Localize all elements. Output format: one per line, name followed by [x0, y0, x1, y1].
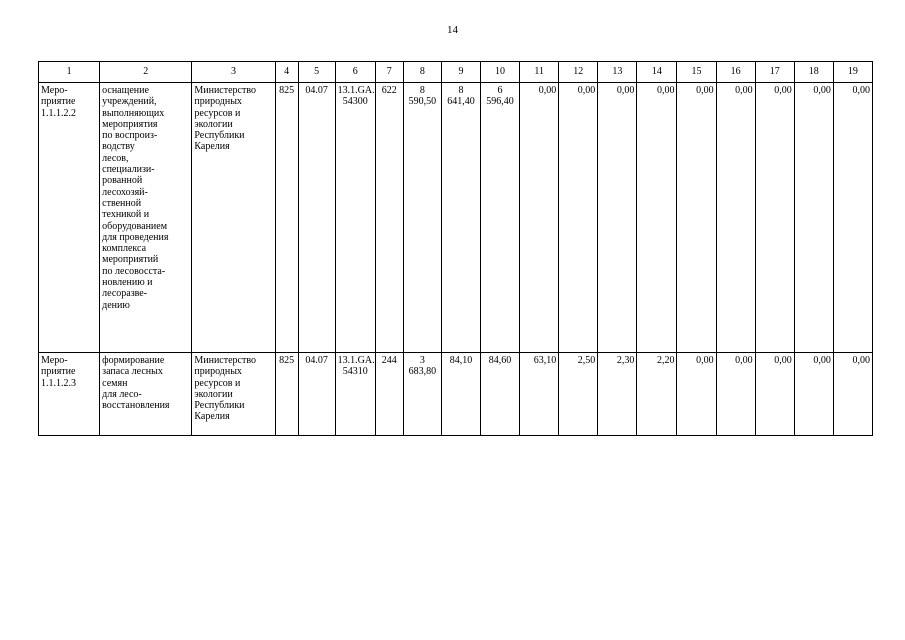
table-cell: 0,00: [794, 353, 833, 436]
table-cell: 0,00: [559, 83, 598, 353]
cell-text: техникой и: [102, 209, 150, 221]
table-cell: 0,00: [716, 83, 755, 353]
table-cell: [481, 353, 520, 436]
activity-code-cell: [39, 83, 100, 353]
cell-text: 6: [497, 85, 503, 96]
header-cell-18: 18: [794, 62, 833, 83]
cell-text: 54310: [342, 366, 368, 378]
cell-text: 84,10: [449, 355, 473, 366]
cell-text: рованной: [102, 175, 143, 187]
header-cell-19: 19: [833, 62, 872, 83]
table-cell: 0,00: [677, 353, 716, 436]
cell-text: экологии: [194, 118, 233, 130]
cell-text: специализи-: [102, 164, 155, 176]
table-cell: 0,00: [677, 83, 716, 353]
header-cell-8: 8: [403, 62, 441, 83]
cell-text: 683,80: [408, 366, 437, 378]
cell-text: Карелия: [194, 411, 230, 423]
table-cell: 2,30: [598, 353, 637, 436]
table-cell: 04.07: [298, 83, 335, 353]
table-cell: 0,00: [833, 353, 872, 436]
cell-text: оборудованием: [102, 220, 168, 232]
header-cell-16: 16: [716, 62, 755, 83]
cell-text: 1.1.1.2.3: [41, 377, 76, 389]
cell-text: лесохозяй-: [102, 186, 148, 198]
cell-text: семян: [102, 377, 128, 389]
cell-text: для лесо-: [102, 388, 142, 400]
cell-text: 1.1.1.2.2: [41, 107, 76, 119]
table-cell: 04.07: [298, 353, 335, 436]
budget-table: [38, 61, 873, 436]
cell-text: Республики: [194, 400, 245, 412]
table-cell: [441, 83, 480, 353]
cell-text: комплекса: [102, 243, 147, 255]
cell-text: 84,60: [488, 355, 512, 366]
cell-text: 596,40: [486, 96, 514, 108]
header-cell-4: 4: [275, 62, 298, 83]
table-cell: 825: [275, 353, 298, 436]
table-cell: 2,50: [559, 353, 598, 436]
table-cell: 0,00: [637, 83, 677, 353]
cell-text: 13.1.GA.: [337, 355, 375, 366]
cell-text: приятие: [41, 366, 76, 378]
table-cell: [481, 83, 520, 353]
cell-text: природных: [194, 96, 242, 108]
table-cell: 0,00: [755, 83, 794, 353]
table-cell: 622: [375, 83, 403, 353]
table-cell: [403, 83, 441, 353]
table-cell: 0,00: [716, 353, 755, 436]
cell-text: восстановления: [102, 400, 170, 412]
header-cell-1: 1: [39, 62, 100, 83]
cell-text: мероприятия: [102, 118, 158, 130]
header-cell-2: 2: [100, 62, 192, 83]
cell-text: лесов,: [102, 152, 129, 164]
table-cell: [441, 353, 480, 436]
table-cell: [403, 353, 441, 436]
cell-text: лесоразве-: [102, 288, 148, 300]
cell-text: новлению и: [102, 277, 153, 289]
header-cell-9: 9: [441, 62, 480, 83]
header-cell-14: 14: [637, 62, 677, 83]
header-cell-10: 10: [481, 62, 520, 83]
table-cell: [335, 353, 375, 436]
responsible-body-cell: [192, 83, 275, 353]
cell-text: ресурсов и: [194, 377, 241, 389]
cell-text: Министерство: [194, 355, 257, 366]
header-row: [39, 62, 873, 83]
cell-text: по лесовосста-: [102, 265, 166, 277]
cell-text: водству: [102, 141, 135, 153]
cell-text: формирование: [102, 355, 165, 366]
table-row: [39, 83, 873, 353]
activity-description-cell: [100, 83, 192, 353]
header-cell-17: 17: [755, 62, 794, 83]
table-cell: 0,00: [598, 83, 637, 353]
responsible-body-cell: [192, 353, 275, 436]
table-cell: 63,10: [520, 353, 559, 436]
cell-text: ственной: [102, 197, 142, 209]
activity-code-cell: [39, 353, 100, 436]
header-cell-12: 12: [559, 62, 598, 83]
cell-text: экологии: [194, 388, 233, 400]
cell-text: запаса лесных: [102, 366, 163, 378]
cell-text: 3: [419, 355, 425, 366]
header-cell-3: 3: [192, 62, 275, 83]
header-cell-11: 11: [520, 62, 559, 83]
cell-text: мероприятий: [102, 254, 159, 266]
cell-text: 590,50: [408, 96, 437, 108]
header-cell-13: 13: [598, 62, 637, 83]
table-cell: 244: [375, 353, 403, 436]
cell-text: 13.1.GA.: [337, 85, 375, 96]
cell-text: оснащение: [102, 85, 149, 96]
cell-text: учреждений,: [102, 96, 157, 108]
table-cell: 0,00: [794, 83, 833, 353]
cell-text: Меро-: [41, 355, 68, 366]
page-number: 14: [447, 24, 458, 36]
table-cell: 2,20: [637, 353, 677, 436]
cell-text: 54300: [342, 96, 368, 108]
table-cell: [335, 83, 375, 353]
header-cell-15: 15: [677, 62, 716, 83]
cell-text: Республики: [194, 130, 245, 142]
cell-text: 641,40: [447, 96, 475, 108]
table-row: [39, 353, 873, 436]
cell-text: по воспроиз-: [102, 130, 158, 142]
table-cell: 0,00: [755, 353, 794, 436]
cell-text: выполняющих: [102, 107, 165, 119]
activity-description-cell: [100, 353, 192, 436]
header-cell-7: 7: [375, 62, 403, 83]
cell-text: 8: [419, 85, 425, 96]
header-cell-6: 6: [335, 62, 375, 83]
cell-text: дению: [102, 299, 130, 311]
cell-text: 8: [458, 85, 464, 96]
cell-text: ресурсов и: [194, 107, 241, 119]
table-cell: 0,00: [833, 83, 872, 353]
cell-text: Министерство: [194, 85, 257, 96]
cell-text: Меро-: [41, 85, 68, 96]
table-cell: 825: [275, 83, 298, 353]
cell-text: приятие: [41, 96, 76, 108]
cell-text: для проведения: [102, 231, 169, 243]
table-cell: 0,00: [520, 83, 559, 353]
cell-text: Карелия: [194, 141, 230, 153]
cell-text: природных: [194, 366, 242, 378]
header-cell-5: 5: [298, 62, 335, 83]
